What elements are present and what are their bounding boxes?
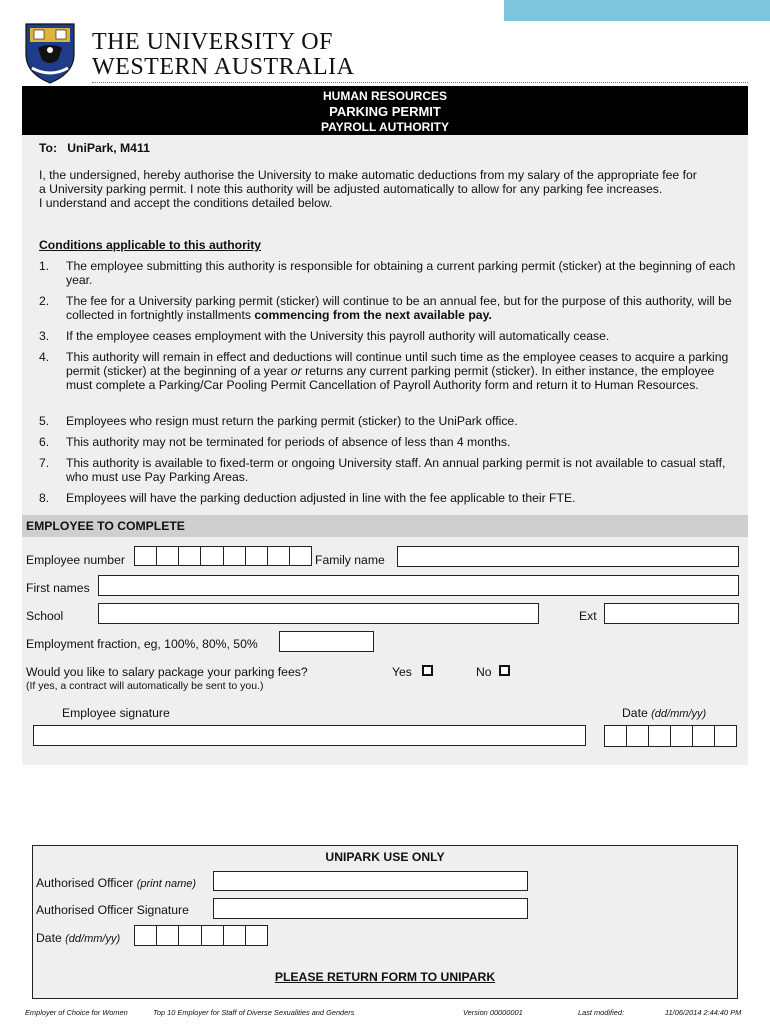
condition-text: Employees who resign must return the parking permit (sticker) to the UniPark office. <box>66 414 518 428</box>
ext-field[interactable] <box>604 603 739 624</box>
employee-number-field[interactable] <box>134 546 312 566</box>
authorised-officer-label-text: Authorised Officer <box>36 876 134 890</box>
condition-number: 1. <box>39 259 50 273</box>
condition-number: 2. <box>39 294 50 308</box>
employee-signature-label: Employee signature <box>62 706 170 720</box>
condition-text-italic: or <box>290 364 302 378</box>
condition-text <box>66 294 739 322</box>
footer-employer: Employer of Choice for Women <box>25 1008 128 1017</box>
employee-signature-field[interactable] <box>33 725 586 746</box>
condition-item <box>39 435 739 449</box>
employment-fraction-field[interactable] <box>279 631 374 652</box>
employee-section-header <box>22 515 748 537</box>
condition-text-part: The fee for a University parking permit (sticker) will continue to be an annual fee, but for the purpose of this authority, will be collected in fortnightly installments <box>66 294 732 322</box>
intro-line: a University parking permit. I note this authority will be adjusted automatically to allow for any parking fee increases. <box>39 182 663 196</box>
condition-text: This authority may not be terminated for periods of absence of less than 4 months. <box>66 435 511 449</box>
authorised-officer-signature-label: Authorised Officer Signature <box>36 903 189 917</box>
banner-title: PARKING PERMIT <box>329 104 441 119</box>
family-name-label: Family name <box>315 553 385 567</box>
first-names-field[interactable] <box>98 575 739 596</box>
title-banner <box>22 86 748 135</box>
banner-subtitle: PAYROLL AUTHORITY <box>320 120 449 134</box>
salary-package-question: Would you like to salary package your parking fees? <box>26 665 308 679</box>
date-label-text: Date <box>622 706 648 720</box>
condition-text-part: This authority will remain in effect and deductions will continue until such time as the employee ceases to acquire a parking permit (sticker) at the beginning of a year <box>66 350 729 378</box>
footer-top10: Top 10 Employer for Staff of Diverse Sexualities and Genders <box>153 1008 355 1017</box>
condition-text-emphasis: commencing from the next available pay. <box>254 308 492 322</box>
authorised-officer-label <box>36 876 196 890</box>
unipark-date-field[interactable] <box>134 925 268 946</box>
unipark-heading: UNIPARK USE ONLY <box>325 850 445 864</box>
condition-text: The employee submitting this authority is responsible for obtaining a current parking permit (sticker) at the beginning of each year. <box>66 259 736 287</box>
unipark-date-label-text: Date <box>36 931 62 945</box>
employment-fraction-label: Employment fraction, eg, 100%, 80%, 50% <box>26 637 258 651</box>
family-name-field[interactable] <box>397 546 739 567</box>
intro-paragraph <box>39 168 741 210</box>
intro-line: I understand and accept the conditions detailed below. <box>39 196 333 210</box>
authorised-officer-signature-field[interactable] <box>213 898 528 919</box>
yes-label: Yes <box>392 665 412 679</box>
condition-text: This authority is available to fixed-term or ongoing University staff. An annual parking permit is not available to casual staff, who must use Pay Parking Areas. <box>66 456 726 484</box>
condition-item <box>39 350 739 392</box>
university-name-line2: WESTERN AUSTRALIA <box>92 54 355 80</box>
banner-dept: HUMAN RESOURCES <box>322 89 447 103</box>
condition-number: 5. <box>39 414 50 428</box>
university-name-line1: THE UNIVERSITY OF <box>92 29 333 55</box>
authorised-officer-hint: (print name) <box>136 878 197 890</box>
condition-item <box>39 259 739 287</box>
employee-number-label: Employee number <box>26 553 125 567</box>
date-format-hint: (dd/mm/yy) <box>651 708 707 720</box>
condition-text: If the employee ceases employment with the University this payroll authority will automatically cease. <box>66 329 610 343</box>
yes-checkbox-icon[interactable] <box>422 665 433 676</box>
intro-line: I, the undersigned, hereby authorise the University to make automatic deductions from my salary of the appropriate fee for <box>39 168 697 182</box>
conditions-heading: Conditions applicable to this authority <box>39 238 262 252</box>
uwa-crest-logo <box>22 20 78 86</box>
condition-number: 6. <box>39 435 50 449</box>
condition-number: 4. <box>39 350 50 364</box>
authorised-officer-field[interactable] <box>213 871 528 891</box>
condition-item <box>39 491 739 505</box>
employee-section-title: EMPLOYEE TO COMPLETE <box>26 519 185 533</box>
condition-number: 7. <box>39 456 50 470</box>
condition-item <box>39 414 739 428</box>
no-label: No <box>476 665 492 679</box>
condition-item <box>39 456 739 484</box>
no-checkbox-icon[interactable] <box>499 665 510 676</box>
unipark-date-format-hint: (dd/mm/yy) <box>65 933 121 945</box>
condition-item <box>39 294 739 322</box>
ext-label: Ext <box>579 609 597 623</box>
condition-text <box>66 350 739 392</box>
unipark-date-label <box>36 931 120 945</box>
first-names-label: First names <box>26 581 90 595</box>
condition-number: 3. <box>39 329 50 343</box>
condition-text: Employees will have the parking deduction adjusted in line with the fee applicable to their FTE. <box>66 491 576 505</box>
corner-tab <box>504 0 770 21</box>
condition-text-part: returns any current parking permit (sticker). In either instance, the employee must complete a Parking/Car Pooling Permit Cancellation of Payroll Authority form and return it to Human Resources. <box>66 364 715 392</box>
date-label <box>622 706 706 720</box>
condition-item <box>39 329 739 343</box>
header-divider <box>92 82 748 83</box>
school-field[interactable] <box>98 603 539 624</box>
condition-number: 8. <box>39 491 50 505</box>
school-label: School <box>26 609 64 623</box>
return-note: PLEASE RETURN FORM TO UNIPARK <box>274 970 496 984</box>
employee-date-field[interactable] <box>604 725 737 747</box>
footer-last-modified-value: 11/06/2014 2:44:40 PM <box>665 1008 742 1017</box>
salary-package-note: (If yes, a contract will automatically be sent to you.) <box>26 680 264 692</box>
footer-last-modified-label: Last modified: <box>578 1008 625 1017</box>
university-name <box>92 30 355 80</box>
to-line: To: UniPark, M411 <box>39 141 150 155</box>
footer-version: Version 00000001 <box>463 1008 523 1017</box>
